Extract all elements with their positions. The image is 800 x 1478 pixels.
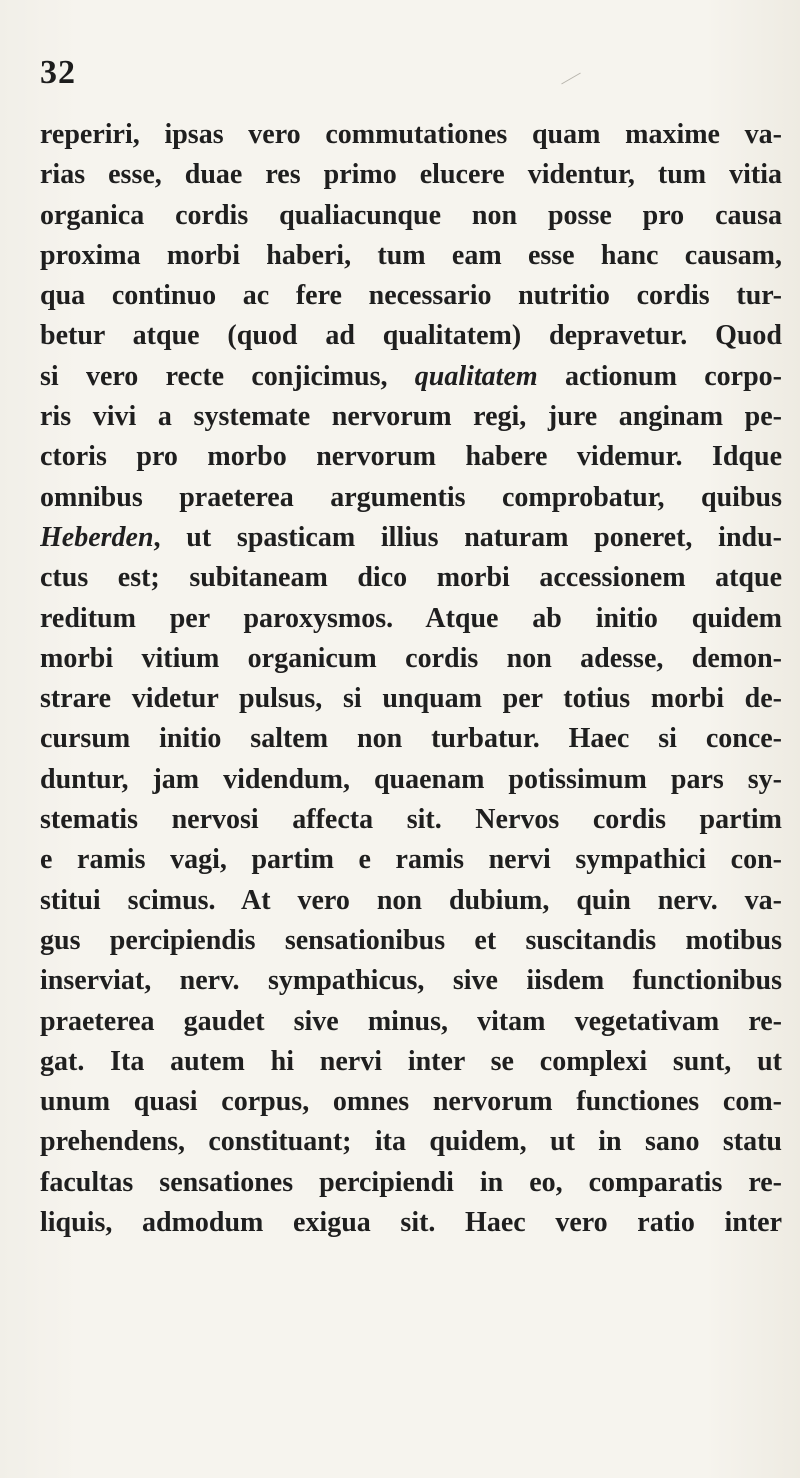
text-line-14: morbi vitium organicum cordis non adesse, demon- <box>40 642 782 674</box>
text-line-16: cursum initio saltem non turbatur. Haec si conce- <box>40 723 782 755</box>
text-line-11 <box>40 518 782 558</box>
text-line-8: ris vivi a systemate nervorum regi, jure anginam pe- <box>40 401 782 433</box>
italic-name-heberden: Heberden <box>40 521 154 553</box>
text-line-27: facultas sensationes percipiendi in eo, comparatis re- <box>40 1166 782 1198</box>
text-line-17: duntur, jam videndum, quaenam potissimum pars sy- <box>40 763 782 795</box>
text-line-15: strare videtur pulsus, si unquam per totius morbi de- <box>40 683 782 715</box>
body-text <box>40 115 782 1243</box>
print-mark <box>561 73 581 85</box>
text-line-26: prehendens, constituant; ita quidem, ut in sano statu <box>40 1126 782 1158</box>
italic-term-qualitatem: qualitatem <box>414 360 538 392</box>
text-line-6: betur atque (quod ad qualitatem) depravetur. Quod <box>40 320 782 352</box>
text-line-19: e ramis vagi, partim e ramis nervi sympathici con- <box>40 844 782 876</box>
text-line-18: stematis nervosi affecta sit. Nervos cordis partim <box>40 804 782 836</box>
text-line-5: qua continuo ac fere necessario nutritio cordis tur- <box>40 280 782 312</box>
text-line-21: gus percipiendis sensationibus et suscitandis motibus <box>40 924 782 956</box>
text-line-12: ctus est; subitaneam dico morbi accessionem atque <box>40 562 782 594</box>
text-line-7 <box>40 357 782 397</box>
text-line-7-start: si vero recte conjicimus, <box>40 360 415 392</box>
text-line-9: ctoris pro morbo nervorum habere videmur. Idque <box>40 441 782 473</box>
text-line-3: organica cordis qualiacunque non posse pro causa <box>40 199 782 231</box>
page-number: 32 <box>40 54 76 91</box>
text-line-10: omnibus praeterea argumentis comprobatur, quibus <box>40 481 782 513</box>
text-line-25: unum quasi corpus, omnes nervorum functiones com- <box>40 1086 782 1118</box>
text-line-13: reditum per paroxysmos. Atque ab initio quidem <box>40 602 782 634</box>
text-line-4: proxima morbi haberi, tum eam esse hanc causam, <box>40 239 782 271</box>
text-line-2: rias esse, duae res primo elucere videntur, tum vitia <box>40 159 782 191</box>
text-line-23: praeterea gaudet sive minus, vitam vegetativam re- <box>40 1005 782 1037</box>
text-line-11-end: , ut spasticam illius naturam poneret, indu- <box>153 521 782 553</box>
text-line-22: inserviat, nerv. sympathicus, sive iisdem functionibus <box>40 965 782 997</box>
text-line-7-end: actionum corpo- <box>537 360 782 392</box>
text-line-20: stitui scimus. At vero non dubium, quin nerv. va- <box>40 884 782 916</box>
text-line-28: liquis, admodum exigua sit. Haec vero ratio inter <box>40 1207 782 1239</box>
text-line-1: reperiri, ipsas vero commutationes quam maxime va- <box>40 119 782 150</box>
text-line-24: gat. Ita autem hi nervi inter se complexi sunt, ut <box>40 1045 782 1077</box>
